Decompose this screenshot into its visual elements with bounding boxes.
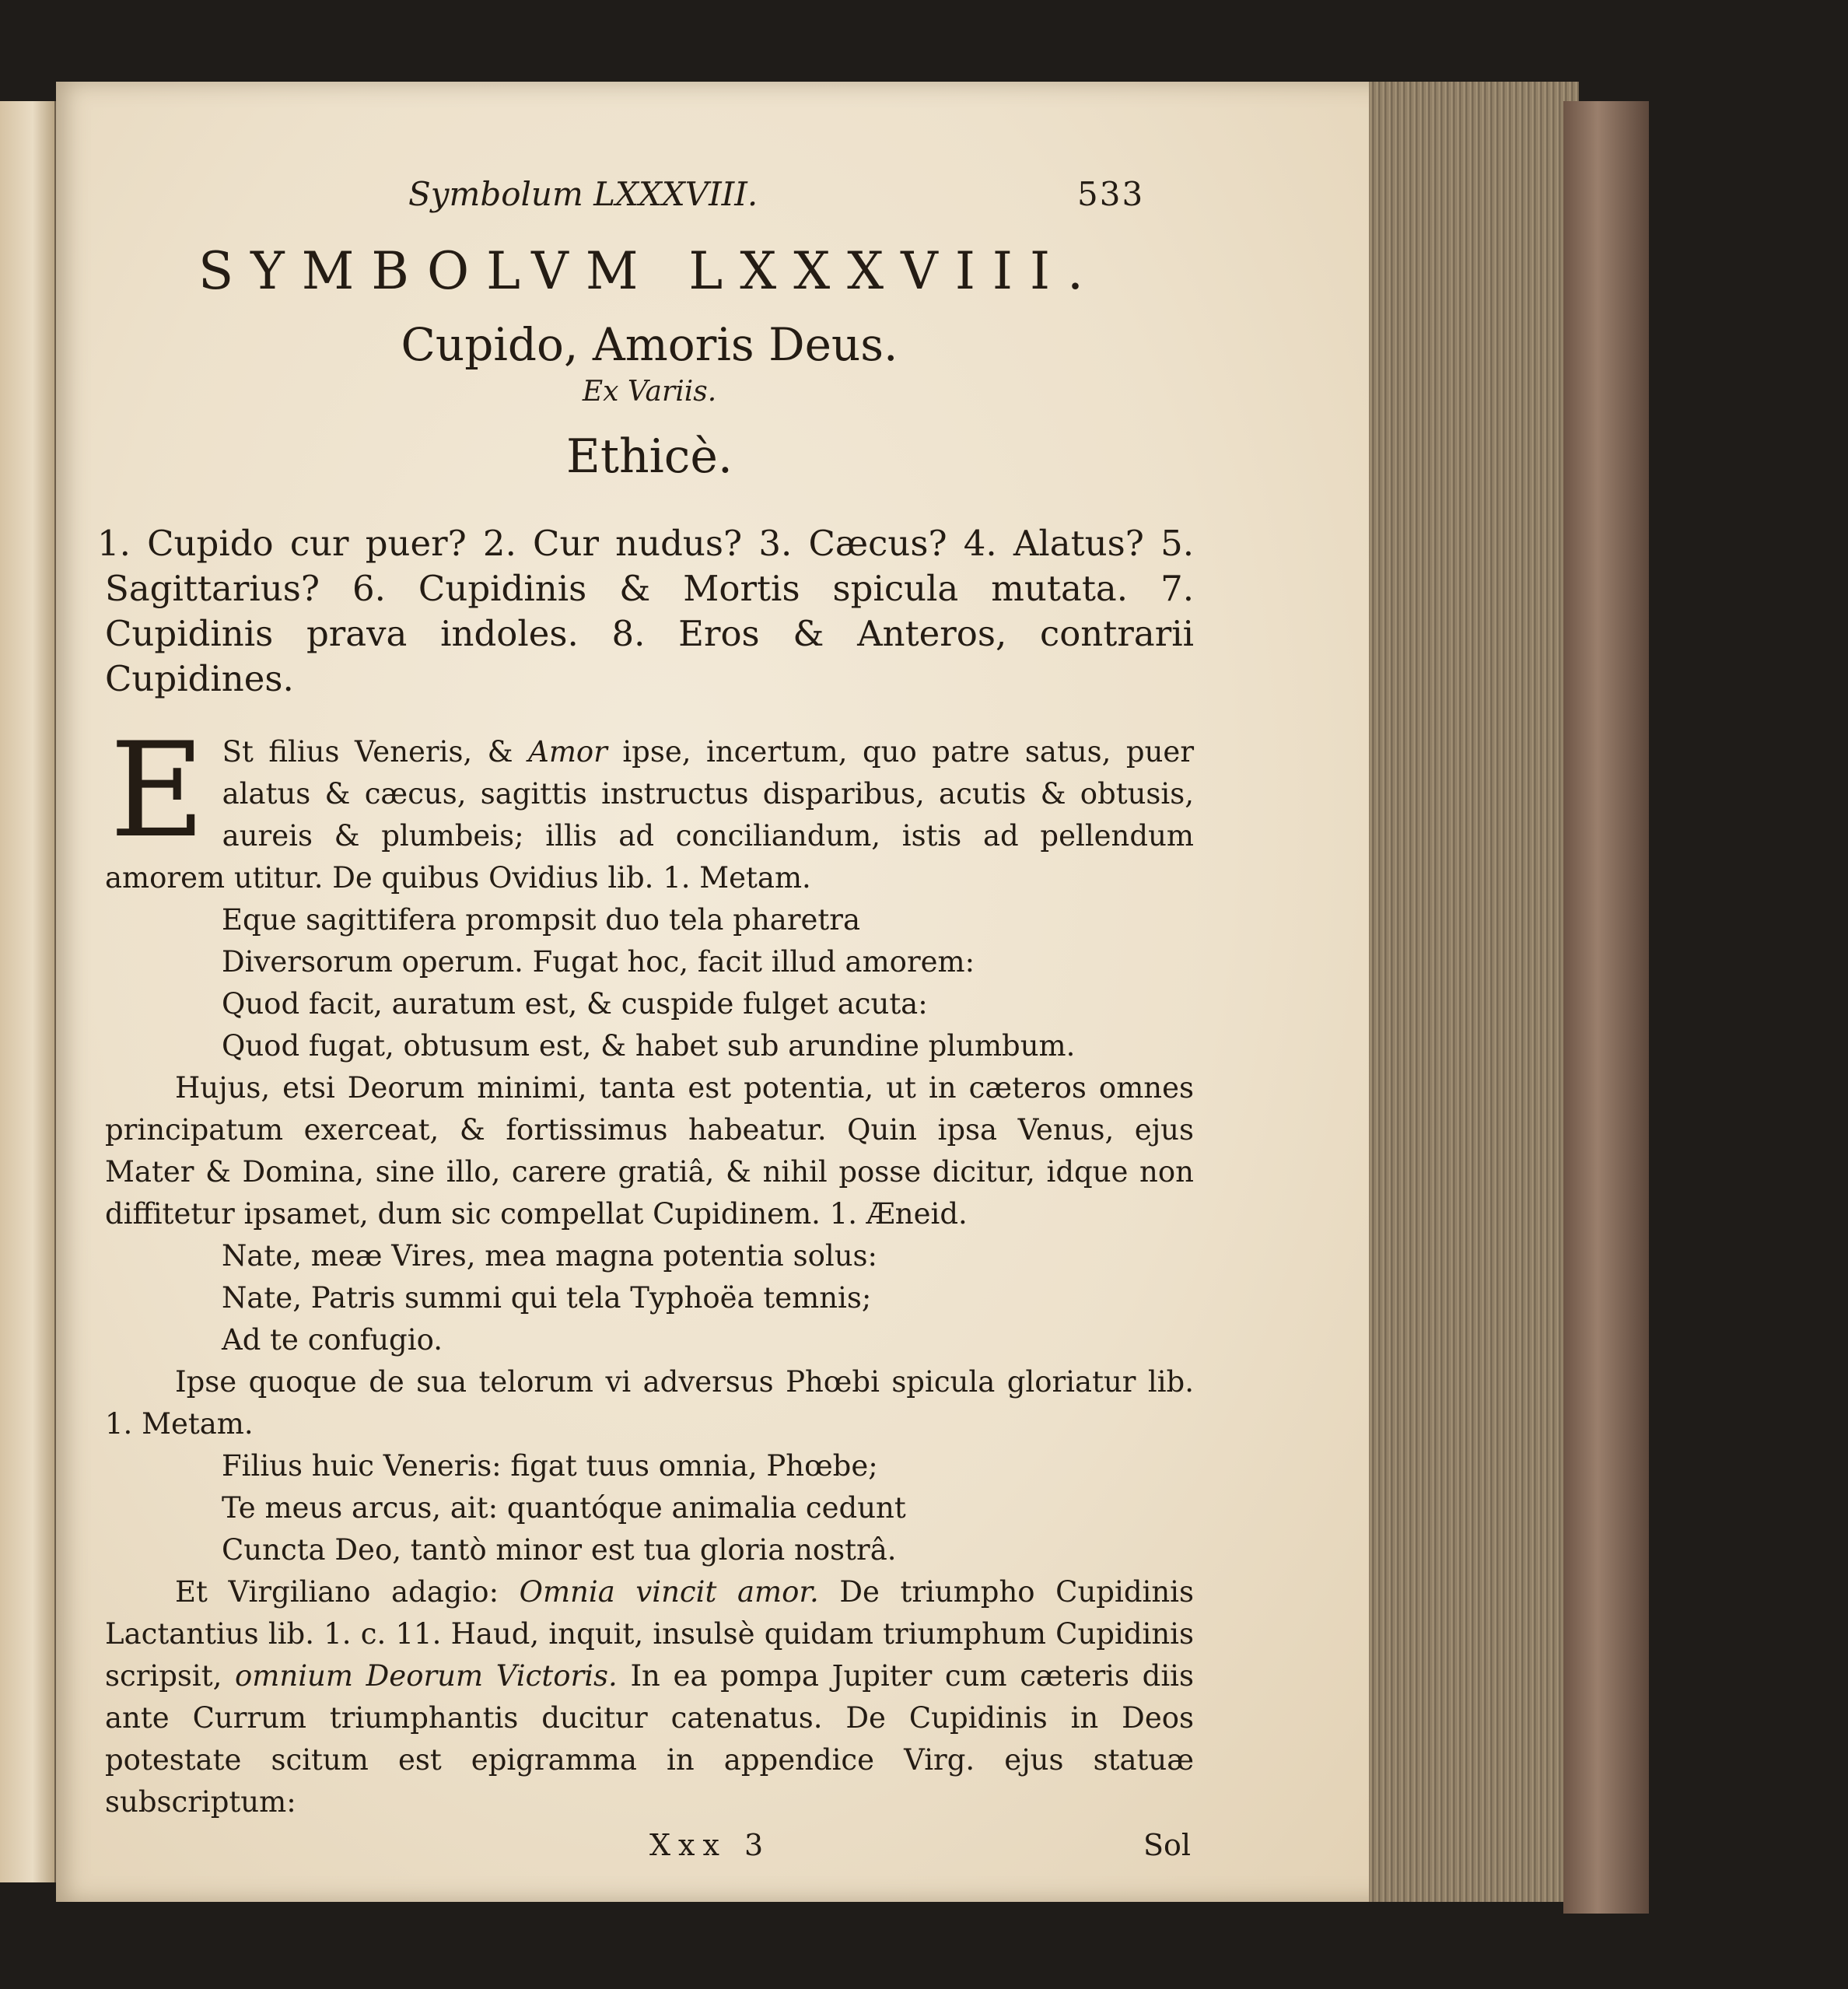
previous-page-edge bbox=[0, 101, 56, 1882]
text-block bbox=[97, 175, 1195, 1870]
catchword: Sol bbox=[1143, 1828, 1192, 1862]
verse-line: Quod facit, auratum est, & cuspide fulget acuta: bbox=[222, 987, 928, 1021]
verse-line: Eque sagittifera prompsit duo tela pharetra bbox=[222, 903, 861, 937]
running-head bbox=[105, 175, 1194, 222]
page-number: 533 bbox=[1077, 175, 1145, 213]
signature-mark: Xxx 3 bbox=[649, 1828, 772, 1862]
verse-line: Ad te confugio. bbox=[222, 1323, 443, 1357]
verse-line: Cuncta Deo, tantò minor est tua gloria nostrâ. bbox=[222, 1533, 897, 1567]
verse-line: Diversorum operum. Fugat hoc, facit illud amorem: bbox=[222, 945, 975, 979]
verse-line: Filius huic Veneris: figat tuus omnia, Phœbe; bbox=[222, 1449, 878, 1483]
paragraph-4-text-c: In ea pompa Jupiter cum cæteris diis ante Currum triumphantis ducitur catenatus. De Cupidinis in Deos potestate scitum est epigramma in appendice Virg. ejus statuæ subscriptum: bbox=[105, 1659, 1194, 1819]
paragraph-2: Hujus, etsi Deorum minimi, tanta est potentia, ut in cæteros omnes principatum exerceat, & fortissimus habeatur. Quin ipsa Venus, ejus Mater & Domina, sine illo, carere gratiâ, & nihil posse dicitur, idque non diffitetur ipsamet, dum sic compellat Cupidinem. 1. Æneid. bbox=[105, 1071, 1194, 1231]
paragraph-1-text-b: ipse, incertum, quo patre satus, puer alatus & cæcus, sagittis instructus disparibus, acutis & obtusis, aureis & plumbeis; illis ad conciliandum, istis ad pellendum amorem utitur. De quibus Ovidius lib. 1. Metam. bbox=[105, 735, 1195, 895]
paragraph-1-amor: Amor bbox=[528, 735, 607, 769]
paragraph-4 bbox=[105, 1571, 1194, 1823]
verse-line: Te meus arcus, ait: quantóque animalia cedunt bbox=[222, 1491, 906, 1525]
running-title: Symbolum LXXXVIII. bbox=[408, 175, 758, 213]
paragraph-4-quote: Omnia vincit amor. bbox=[519, 1575, 819, 1609]
paragraph-3: Ipse quoque de sua telorum vi adversus Phœbi spicula gloriatur lib. 1. Metam. bbox=[105, 1365, 1194, 1441]
page-title: SYMBOLVM LXXXVIII. bbox=[198, 241, 1101, 301]
paragraph-4-text-b: De triumpho Cupidinis Lactantius lib. 1. c. 11. Haud, inquit, insulsè quidam triumphum Cupidinis scripsit, bbox=[105, 1575, 1194, 1693]
paragraph-4-quote-2: omnium Deorum Victoris. bbox=[235, 1659, 618, 1693]
source-note: Ex Variis. bbox=[582, 376, 717, 408]
section-heading: Ethicè. bbox=[566, 429, 733, 484]
verse-line: Nate, Patris summi qui tela Typhoëa temnis; bbox=[222, 1281, 872, 1315]
subtitle: Cupido, Amoris Deus. bbox=[401, 318, 898, 371]
paragraph-4-text-a: Et Virgiliano adagio: bbox=[175, 1575, 520, 1609]
verse-line: Quod fugat, obtusum est, & habet sub arundine plumbum. bbox=[222, 1029, 1076, 1063]
paragraph-1 bbox=[105, 714, 1195, 899]
book-cover-edge bbox=[1563, 101, 1649, 1914]
page-footer bbox=[105, 1828, 1194, 1870]
drop-cap: E bbox=[110, 714, 205, 867]
contents-summary: 1. Cupido cur puer? 2. Cur nudus? 3. Cæcus? 4. Alatus? 5. Sagittarius? 6. Cupidinis & Mortis spicula mutata. 7. Cupidinis prava indoles. 8. Eros & Anteros, contrarii Cupidines. bbox=[97, 523, 1194, 699]
verse-line: Nate, meæ Vires, mea magna potentia solus: bbox=[222, 1239, 877, 1273]
page-fore-edge bbox=[1369, 82, 1579, 1902]
paragraph-1-text-a: St filius Veneris, & bbox=[222, 735, 529, 769]
